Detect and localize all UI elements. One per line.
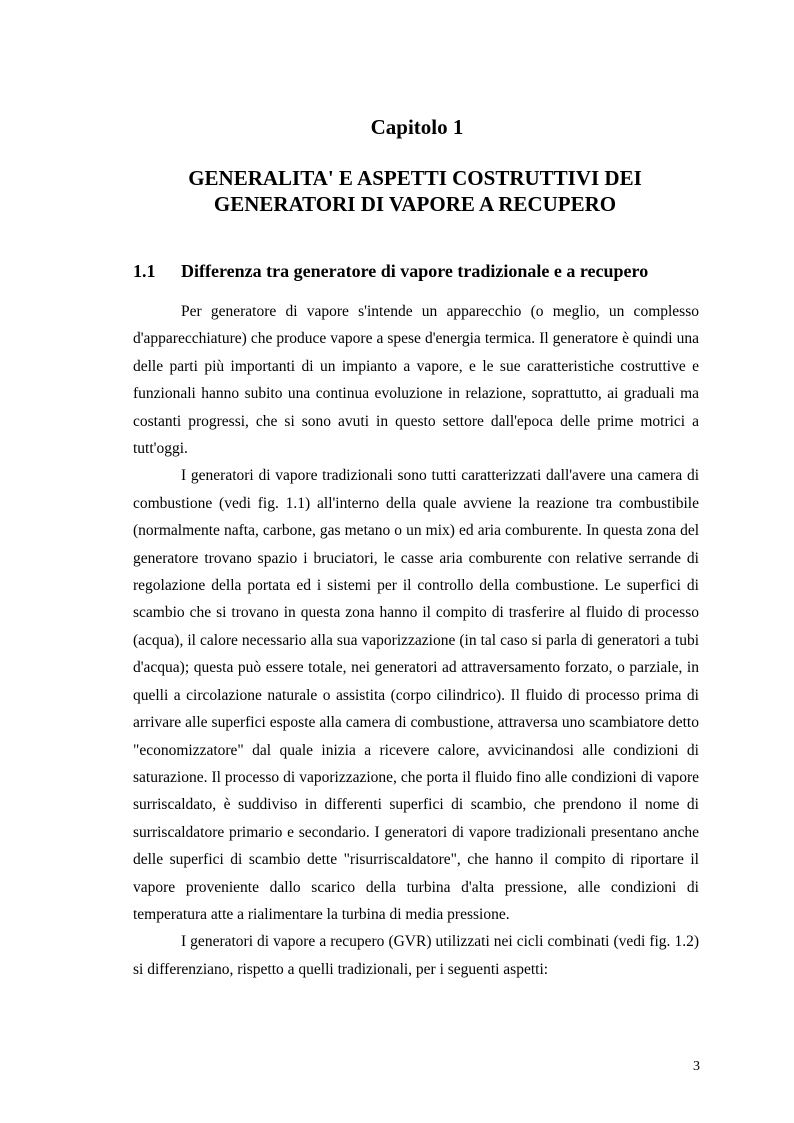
paragraph: I generatori di vapore tradizionali sono tutti caratterizzati dall'avere una camera di combustione (vedi fig. 1.1) all'interno della quale avviene la reazione tra combustibile (normalmente nafta, carbone, gas metano o un mix) ed aria comburente. In questa zona del generatore trovano spazio i bruciatori, le casse aria comburente con relative serrande di regolazione della portata ed i sistemi per il controllo della combustione. Le superfici di scambio che si trovano in questa zona hanno il compito di trasferire al fluido di processo (acqua), il calore necessario alla sua vaporizzazione (in tal caso si parla di generatori a tubi d'acqua); questa può essere totale, nei generatori ad attraversamento forzato, o parziale, in quelli a circolazione naturale o assistita (corpo cilindrico). Il fluido di processo prima di arrivare alle superfici esposte alla camera di combustione, attraversa uno scambiatore detto "economizzatore" dal quale inizia a ricevere calore, avvicinandosi alle condizioni di saturazione. Il processo di vaporizzazione, che porta il fluido fino alle condizioni di vapore surriscaldato, è suddiviso in differenti superfici di scambio, che prendono il nome di surriscaldatore primario e secondario. I generatori di vapore tradizionali presentano anche delle superfici di scambio dette "risurriscaldatore", che hanno il compito di riportare il vapore proveniente dallo scarico della turbina d'alta pressione, alle condizioni di temperatura atte a rialimentare la turbina di media pressione. xyxy=(133,467,699,923)
page-number: 3 xyxy=(693,1059,700,1074)
body-text xyxy=(133,298,699,983)
paragraph: I generatori di vapore a recupero (GVR) utilizzati nei cicli combinati (vedi fig. 1.2) si differenziano, rispetto a quelli tradizionali, per i seguenti aspetti: xyxy=(133,933,699,978)
section-number: 1.1 xyxy=(133,261,156,281)
section-heading xyxy=(133,259,648,283)
chapter-label: Capitolo 1 xyxy=(370,115,464,139)
chapter-title: GENERALITA' E ASPETTI COSTRUTTIVI DEI GENERATORI DI VAPORE A RECUPERO xyxy=(188,166,642,216)
section-title: Differenza tra generatore di vapore tradizionale e a recupero xyxy=(181,261,649,281)
paragraph: Per generatore di vapore s'intende un apparecchio (o meglio, un complesso d'apparecchiature) che produce vapore a spese d'energia termica. Il generatore è quindi una delle parti più importanti di un impianto a vapore, e le sue caratteristiche costruttive e funzionali hanno subito una continua evoluzione in relazione, soprattutto, ai graduali ma costanti progressi, che si sono avuti in questo settore dall'epoca delle prime motrici a tutt'oggi. xyxy=(133,303,699,458)
